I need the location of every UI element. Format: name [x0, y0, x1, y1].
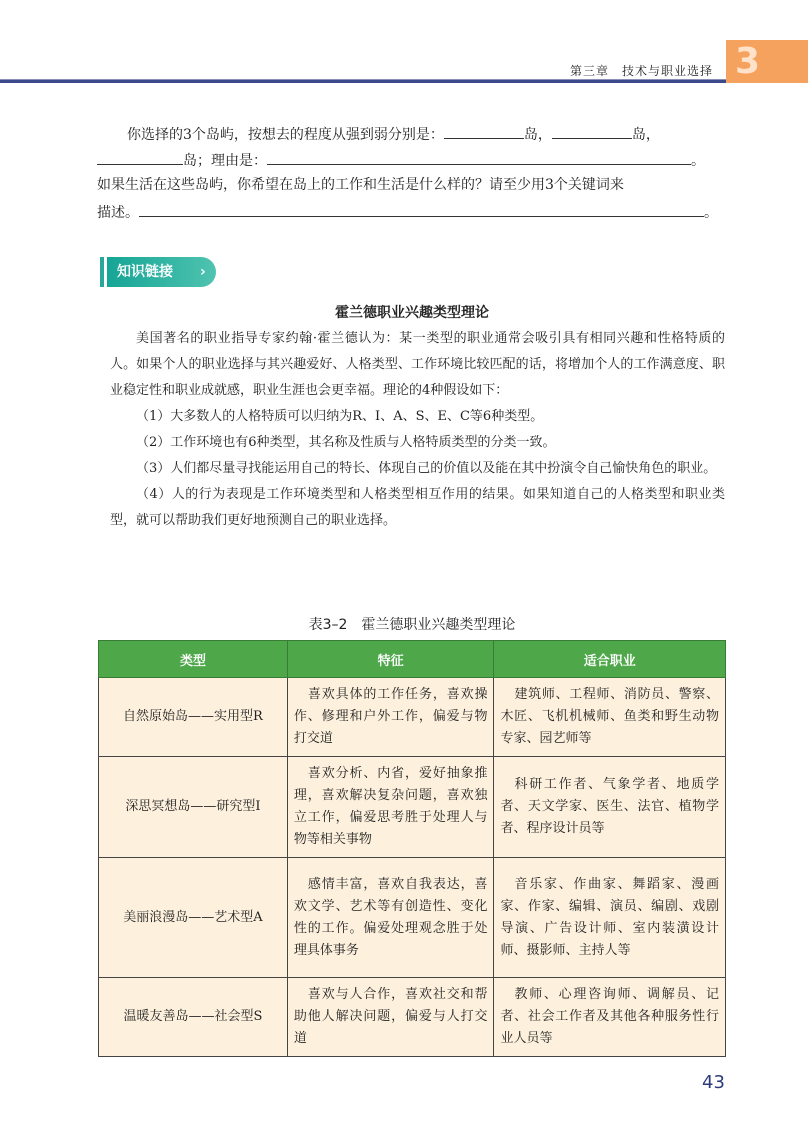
feature-cell: [287, 678, 494, 757]
paragraph: （3）人们都尽量寻找能运用自己的特长、体现自己的价值以及能在其中扮演令自己愉快角色的职业。: [136, 461, 717, 476]
feature-text: 喜欢分析、内省，爱好抽象推理，喜欢解决复杂问题，喜欢独立工作，偏爱思考胜于处理人与物等相关事物: [293, 766, 488, 847]
island-blank-2[interactable]: [552, 122, 632, 139]
table-header-row: [99, 641, 726, 678]
period: 。: [704, 205, 718, 221]
exercise-line-4: [97, 200, 718, 224]
feature-cell: [287, 757, 494, 858]
jobs-text: 科研工作者、气象学者、地质学者、天文学家、医生、法官、植物学者、程序设计员等: [500, 777, 719, 836]
section-body: [110, 326, 725, 534]
header-bar: [0, 80, 726, 83]
jobs-text: 教师、心理咨询师、调解员、记者、社会工作者及其他各种服务性行业人员等: [500, 987, 719, 1046]
keywords-blank[interactable]: [139, 200, 704, 217]
chapter-number: 3: [735, 41, 761, 82]
type-cell: 深思冥想岛——研究型I: [99, 757, 288, 858]
jobs-text: 建筑师、工程师、消防员、警察、木匠、飞机机械师、鱼类和野生动物专家、园艺师等: [500, 687, 719, 746]
header-feature: 特征: [287, 641, 494, 678]
table-row: [99, 757, 726, 858]
table-row: [99, 978, 726, 1057]
exercise-line-2: [97, 148, 705, 172]
describe-label: 描述。: [97, 205, 139, 221]
reason-label: 岛；理由是：: [183, 153, 267, 169]
feature-text: 喜欢与人合作，喜欢社交和帮助他人解决问题，偏爱与人打交道: [293, 987, 488, 1046]
feature-cell: [287, 858, 494, 978]
badge-label: 知识链接: [117, 264, 173, 280]
section-title: 霍兰德职业兴趣类型理论: [335, 305, 489, 321]
badge-stripe: [100, 257, 104, 287]
exercise-prefix: 你选择的3个岛屿，按想去的程度从强到弱分别是：: [127, 127, 444, 143]
paragraph: （1）大多数人的人格特质可以归纳为R、I、A、S、E、C等6种类型。: [136, 409, 544, 424]
header-jobs: 适合职业: [494, 641, 726, 678]
jobs-cell: [494, 678, 726, 757]
table-row: [99, 858, 726, 978]
feature-cell: [287, 978, 494, 1057]
jobs-text: 音乐家、作曲家、舞蹈家、漫画家、作家、编辑、演员、编剧、戏剧导演、广告设计师、室内装潢设计师、摄影师、主持人等: [500, 876, 719, 958]
paragraph: 美国著名的职业指导专家约翰·霍兰德认为：某一类型的职业通常会吸引具有相同兴趣和性格特质的人。如果个人的职业选择与其兴趣爱好、人格类型、工作环境比较匹配的话，将增加个人的工作满意度、职业稳定性和职业成就感，职业生涯也会更幸福。理论的4种假设如下：: [110, 331, 725, 398]
island-blank-3[interactable]: [97, 148, 183, 165]
jobs-cell: [494, 978, 726, 1057]
table-caption: 表3–2 霍兰德职业兴趣类型理论: [308, 617, 516, 633]
type-cell: 美丽浪漫岛——艺术型A: [99, 858, 288, 978]
chevron-right-icon: ›: [200, 264, 206, 280]
paragraph: （2）工作环境也有6种类型，其名称及性质与人格特质类型的分类一致。: [136, 435, 556, 450]
header-type: 类型: [99, 641, 288, 678]
jobs-cell: [494, 757, 726, 858]
dao-label: 岛，: [523, 127, 552, 143]
type-cell: 温暖友善岛——社会型S: [99, 978, 288, 1057]
period: 。: [691, 153, 705, 169]
knowledge-link-badge: [100, 257, 216, 287]
type-cell: 自然原始岛——实用型R: [99, 678, 288, 757]
jobs-cell: [494, 858, 726, 978]
paragraph: （4）人的行为表现是工作环境类型和人格类型相互作用的结果。如果知道自己的人格类型和职业类型，就可以帮助我们更好地预测自己的职业选择。: [110, 487, 725, 528]
page-number: 43: [702, 1072, 725, 1093]
feature-text: 喜欢具体的工作任务，喜欢操作、修理和户外工作，偏爱与物打交道: [293, 687, 488, 746]
island-blank-1[interactable]: [444, 122, 524, 139]
feature-text: 感情丰富，喜欢自我表达，喜欢文学、艺术等有创造性、变化性的工作。偏爱处理观念胜于处理具体事务: [293, 876, 488, 958]
holland-table: [98, 640, 726, 1057]
exercise-line-3: 如果生活在这些岛屿，你希望在岛上的工作和生活是什么样的？请至少用3个关键词来: [97, 177, 624, 193]
reason-blank[interactable]: [267, 148, 691, 165]
exercise-line-1: [127, 122, 660, 146]
dao-label: 岛，: [631, 127, 660, 143]
table-row: [99, 678, 726, 757]
chapter-title: 第三章 技术与职业选择: [569, 64, 713, 78]
